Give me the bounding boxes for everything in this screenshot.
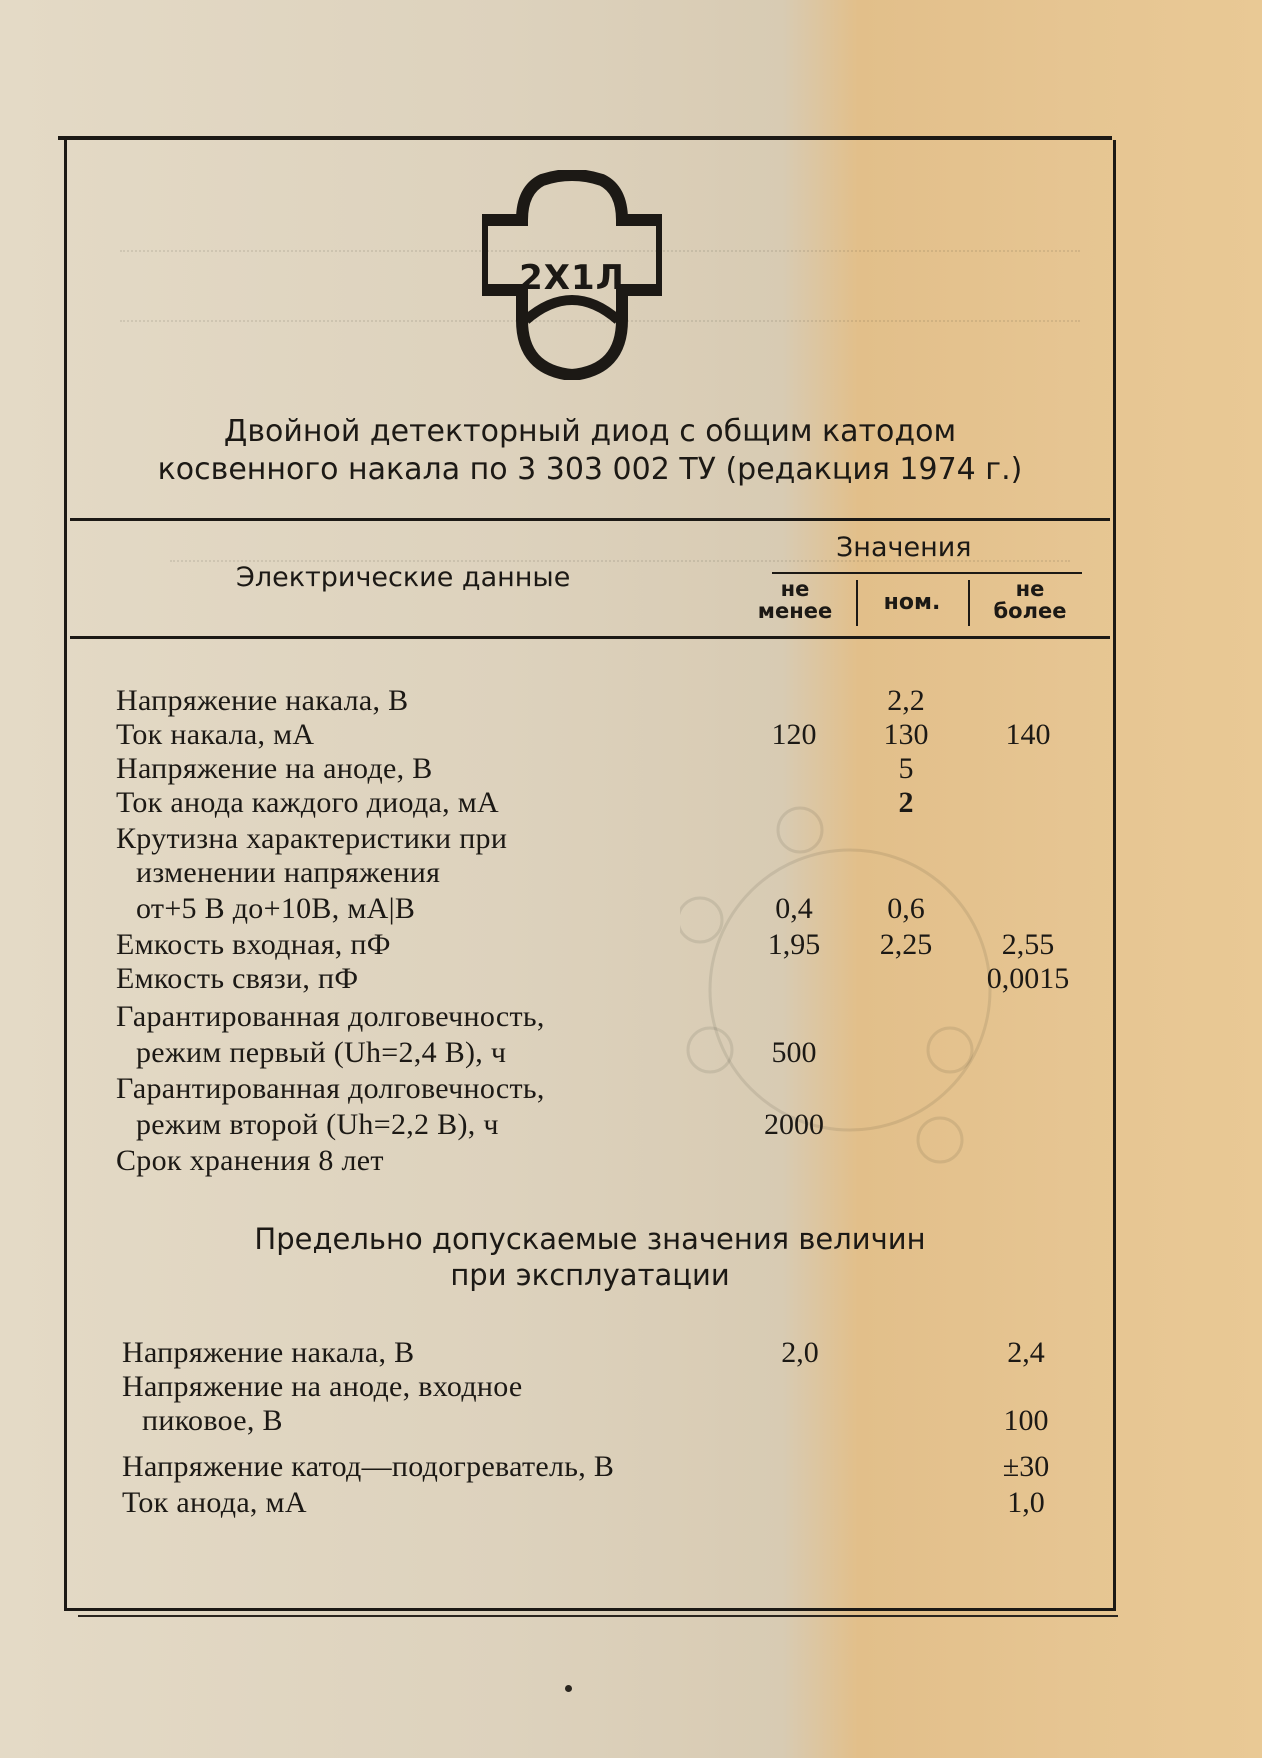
row-min: 2,0: [781, 1336, 819, 1369]
row-label: пиковое, В: [142, 1404, 283, 1437]
tube-type-label: 2Х1Л: [519, 258, 625, 298]
row-min: 1,95: [767, 928, 821, 961]
header-divider-1: [856, 580, 858, 626]
row-label: Гарантированная долговечность,: [116, 1000, 545, 1033]
table-row: [0, 1404, 1262, 1438]
row-label: изменении напряжения: [136, 856, 441, 889]
header-min: [750, 578, 840, 622]
row-label: Ток накала, мА: [116, 718, 315, 751]
row-nom: 0,6: [887, 892, 925, 925]
header-values-rule: [772, 572, 1082, 574]
row-nom: 2,2: [887, 684, 925, 717]
row-max: 2,55: [1001, 928, 1055, 961]
table-row: [0, 1036, 1262, 1070]
header-min-line2: менее: [757, 599, 833, 623]
header-max-line1: не: [1015, 577, 1045, 601]
limits-title-line-1: Предельно допускаемые значения величин: [254, 1222, 926, 1256]
row-label: Напряжение на аноде, входное: [122, 1370, 523, 1403]
row-label: Напряжение накала, В: [116, 684, 409, 717]
row-nom: 2: [898, 786, 914, 819]
table-row: [0, 786, 1262, 820]
row-nom: 130: [883, 718, 929, 751]
row-label: от+5 В до+10В, мА|В: [136, 892, 416, 925]
header-values: Значения: [836, 532, 972, 563]
table-row: [0, 684, 1262, 718]
row-label: режим первый (Uh=2,4 В), ч: [136, 1036, 507, 1069]
table-row: [0, 1144, 1262, 1178]
row-min: 0,4: [775, 892, 813, 925]
header-nom: ном.: [883, 590, 941, 615]
table-row: [0, 752, 1262, 786]
row-label: Срок хранения 8 лет: [116, 1144, 384, 1177]
row-label: Емкость связи, пФ: [116, 962, 359, 995]
title-line-1: Двойной детекторный диод с общим катодом: [223, 414, 957, 449]
row-label: Ток анода каждого диода, мА: [116, 786, 499, 819]
table-row: [0, 1486, 1262, 1520]
table-row: [0, 718, 1262, 752]
table-row: [0, 1450, 1262, 1484]
row-min: 500: [771, 1036, 817, 1069]
row-max: 0,0015: [986, 962, 1070, 995]
row-label: Ток анода, мА: [122, 1486, 307, 1519]
row-nom: 2,25: [879, 928, 933, 961]
row-label: Емкость входная, пФ: [116, 928, 391, 961]
table-row: [0, 962, 1262, 996]
outer-bottom-rule: [78, 1615, 1118, 1617]
table-row: [0, 822, 1262, 856]
header-max-line2: более: [993, 599, 1067, 623]
row-max: ±30: [1002, 1450, 1050, 1483]
header-min-line1: не: [780, 577, 810, 601]
title-line-2: косвенного накала по 3 303 002 ТУ (редакция 1974 г.): [157, 452, 1023, 487]
row-label: режим второй (Uh=2,2 В), ч: [136, 1108, 499, 1141]
row-min: 2000: [764, 1108, 824, 1141]
table-row: [0, 1108, 1262, 1142]
table-row: [0, 892, 1262, 926]
row-label: Напряжение катод—подогреватель, В: [122, 1450, 615, 1483]
row-max: 100: [1003, 1404, 1049, 1437]
row-max: 140: [1005, 718, 1051, 751]
row-label: Напряжение на аноде, В: [116, 752, 433, 785]
tube-base-logo: [482, 170, 662, 380]
table-row: [0, 1072, 1262, 1106]
table-row: [0, 1336, 1262, 1370]
row-label: Напряжение накала, В: [122, 1336, 415, 1369]
print-dot: [565, 1685, 572, 1692]
table-row: [0, 1000, 1262, 1034]
header-param: Электрические данные: [236, 562, 571, 593]
header-top-rule: [70, 518, 1110, 521]
table-row: [0, 928, 1262, 962]
table-row: [0, 856, 1262, 890]
row-nom: 5: [898, 752, 914, 785]
row-min: 120: [771, 718, 817, 751]
limits-title-line-2: при эксплуатации: [450, 1258, 730, 1292]
row-max: 1,0: [1007, 1486, 1045, 1519]
header-bottom-rule: [70, 636, 1110, 639]
header-divider-2: [968, 580, 970, 626]
row-label: Крутизна характеристики при: [116, 822, 508, 855]
row-max: 2,4: [1007, 1336, 1045, 1369]
row-label: Гарантированная долговечность,: [116, 1072, 545, 1105]
table-row: [0, 1370, 1262, 1404]
header-max: [980, 578, 1080, 622]
